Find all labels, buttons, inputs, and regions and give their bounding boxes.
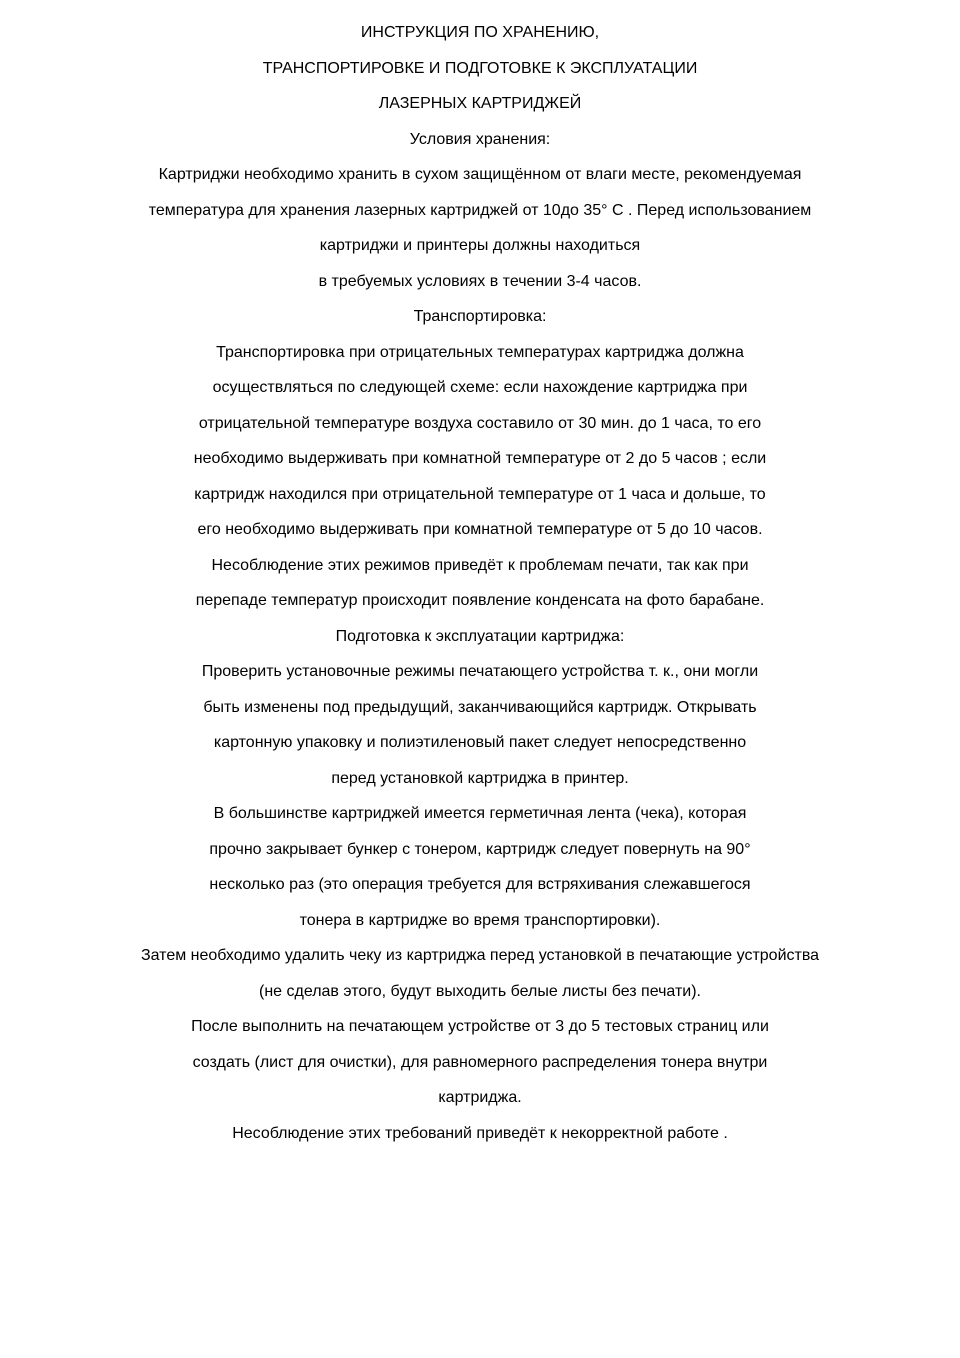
paragraph-line: Транспортировка при отрицательных температурах картриджа должна — [216, 343, 744, 361]
paragraph-line: Несоблюдение этих требований приведёт к некорректной работе . — [232, 1124, 728, 1142]
paragraph-line: картриджи и принтеры должны находиться — [319, 237, 641, 254]
paragraph-line: Затем необходимо удалить чеку из картриджа перед установкой в печатающие устройства — [140, 947, 820, 964]
title-line-2: ТРАНСПОРТИРОВКЕ И ПОДГОТОВКЕ К ЭКСПЛУАТАЦИИ — [262, 59, 698, 77]
paragraph-line: картонную упаковку и полиэтиленовый пакет следует непосредственно — [213, 734, 747, 751]
paragraph-line: После выполнить на печатающем устройстве от 3 до 5 тестовых страниц или — [191, 1018, 769, 1035]
paragraph-line: Проверить установочные режимы печатающего устройства т. к., они могли — [201, 663, 759, 680]
paragraph-line: необходимо выдерживать при комнатной температуре от 2 до 5 часов ; если — [193, 450, 767, 467]
title-line-1: ИНСТРУКЦИЯ ПО ХРАНЕНИЮ, — [360, 24, 600, 41]
paragraph-line: отрицательной температуре воздуха составило от 30 мин. до 1 часа, то его — [198, 414, 762, 432]
paragraph-line: осуществляться по следующей схеме: если нахождение картриджа при — [212, 379, 748, 396]
paragraph-line: картриджа. — [438, 1089, 522, 1106]
paragraph-line: картридж находился при отрицательной температуре от 1 часа и дольше, то — [194, 485, 766, 503]
paragraph-line: в требуемых условиях в течении 3-4 часов. — [318, 272, 642, 290]
paragraph-line: (не сделав этого, будут выходить белые листы без печати). — [258, 982, 701, 1000]
paragraph-line: В большинстве картриджей имеется герметичная лента (чека), которая — [213, 805, 747, 822]
paragraph-line: тонера в картридже во время транспортировки). — [299, 911, 661, 929]
paragraph-line: перед установкой картриджа в принтер. — [331, 769, 629, 787]
section-heading-storage-conditions: Условия хранения: — [409, 130, 551, 148]
paragraph-line: несколько раз (это операция требуется для встряхивания слежавшегося — [209, 876, 751, 893]
section-heading-transportation: Транспортировка: — [413, 308, 547, 325]
paragraph-line: прочно закрывает бункер с тонером, картридж следует повернуть на 90° — [209, 840, 751, 858]
paragraph-line: температура для хранения лазерных картриджей от 10до 35° С . Перед использованием — [148, 201, 812, 219]
paragraph-line: перепаде температур происходит появление конденсата на фото барабане. — [195, 592, 765, 609]
paragraph-line: Несоблюдение этих режимов приведёт к проблемам печати, так как при — [211, 556, 749, 574]
paragraph-line: Картриджи необходимо хранить в сухом защищённом от влаги месте, рекомендуемая — [158, 166, 802, 183]
title-line-3: ЛАЗЕРНЫХ КАРТРИДЖЕЙ — [378, 95, 582, 112]
section-heading-preparation-for-use: Подготовка к эксплуатации картриджа: — [335, 627, 625, 645]
paragraph-line: быть изменены под предыдущий, заканчивающийся картридж. Открывать — [203, 698, 757, 716]
paragraph-line: создать (лист для очистки), для равномерного распределения тонера внутри — [192, 1053, 768, 1071]
paragraph-line: его необходимо выдерживать при комнатной температуре от 5 до 10 часов. — [197, 521, 763, 538]
